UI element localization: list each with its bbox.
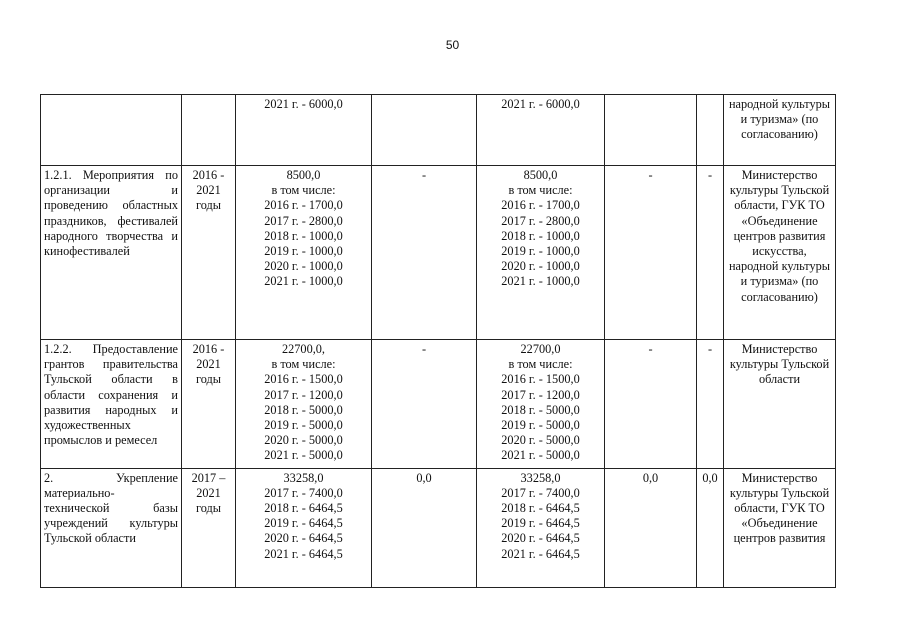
other-sources-cell	[697, 95, 724, 166]
funding-line: 2021 г. - 5000,0	[264, 448, 343, 463]
funding-line: 2019 г. - 5000,0	[501, 418, 580, 433]
regional-budget-cell	[477, 468, 605, 587]
table-row	[41, 95, 836, 166]
regional-budget-cell	[477, 166, 605, 340]
funding-line: 2017 г. - 7400,0	[264, 485, 343, 500]
regional-budget-cell	[477, 95, 605, 166]
municipal-budget-text: -	[648, 168, 653, 182]
funding-line: 2020 г. - 5000,0	[501, 433, 580, 448]
period-text: 2017 – 2021 годы	[191, 470, 226, 516]
federal-budget-cell	[372, 95, 477, 166]
activity-name-text: 1.2.1. Мероприятия по организации и проведению областных праздников, фестивалей народного творчества и кинофестивалей	[44, 168, 178, 259]
period-cell	[182, 340, 236, 469]
federal-budget-text: -	[421, 342, 427, 356]
funding-line: 2016 г. - 1700,0	[264, 198, 343, 213]
activity-name-cell	[41, 340, 182, 469]
period-text: 2016 - 2021 годы	[192, 168, 225, 213]
funding-line: 2021 г. - 6464,5	[264, 546, 343, 561]
period-cell	[182, 468, 236, 587]
funding-line: 2018 г. - 5000,0	[264, 402, 343, 417]
funding-line: 2017 г. - 1200,0	[501, 387, 580, 402]
activity-name-text: 1.2.2. Предоставление грантов правительства Тульской области в области сохранения и развития народных и художественных промыслов и ремесел	[44, 342, 178, 448]
total-funding-cell	[236, 468, 372, 587]
funding-line: 33258,0	[283, 470, 324, 485]
activity-name-cell	[41, 95, 182, 166]
funding-line: 2020 г. - 1000,0	[501, 259, 580, 274]
period-cell	[182, 166, 236, 340]
funding-line: 2018 г. - 1000,0	[264, 228, 343, 243]
funding-line: 2021 г. - 5000,0	[501, 448, 580, 463]
period-text: 2016 - 2021 годы	[192, 342, 225, 387]
period-cell	[182, 95, 236, 166]
funding-line: в том числе:	[271, 357, 336, 372]
funding-line: 2019 г. - 5000,0	[264, 418, 343, 433]
funding-line: 2020 г. - 6464,5	[264, 531, 343, 546]
executor-cell	[724, 468, 836, 587]
funding-line: 22700,0	[520, 342, 561, 356]
funding-line: 2021 г. - 6000,0	[501, 97, 580, 111]
funding-line: 2019 г. - 6464,5	[264, 516, 343, 531]
funding-line: в том числе:	[271, 183, 336, 198]
funding-line: 2017 г. - 2800,0	[264, 213, 343, 228]
table-row	[41, 468, 836, 587]
other-sources-cell	[697, 166, 724, 340]
program-activities-table	[40, 94, 836, 588]
municipal-budget-cell	[605, 166, 697, 340]
executor-text: народной культуры и туризма» (по согласованию)	[728, 97, 831, 142]
executor-cell	[724, 166, 836, 340]
funding-line: 2021 г. - 1000,0	[264, 274, 343, 289]
funding-line: 8500,0	[286, 168, 321, 182]
federal-budget-text: -	[421, 168, 427, 182]
total-funding-cell	[236, 166, 372, 340]
table-row	[41, 166, 836, 340]
federal-budget-cell	[372, 340, 477, 469]
funding-line: 2020 г. - 5000,0	[264, 433, 343, 448]
funding-line: 2018 г. - 1000,0	[501, 228, 580, 243]
funding-line: 33258,0	[520, 470, 561, 485]
executor-text: Министерство культуры Тульской области, ГУК ТО «Объединение центров развития искусства, народной культуры и туризма» (по согласованию)	[728, 168, 831, 304]
funding-line: 2016 г. - 1700,0	[501, 198, 580, 213]
municipal-budget-cell	[605, 468, 697, 587]
other-sources-text: 0,0	[702, 470, 718, 485]
funding-line: 2016 г. - 1500,0	[501, 372, 580, 387]
other-sources-cell	[697, 340, 724, 469]
funding-line: в том числе:	[508, 357, 573, 372]
funding-line: 2017 г. - 1200,0	[264, 387, 343, 402]
municipal-budget-cell	[605, 340, 697, 469]
funding-line: 8500,0	[523, 168, 558, 182]
funding-line: 2019 г. - 1000,0	[501, 244, 580, 259]
regional-budget-cell	[477, 340, 605, 469]
funding-line: 2020 г. - 1000,0	[264, 259, 343, 274]
executor-cell	[724, 340, 836, 469]
page-number: 50	[445, 38, 460, 52]
table-row	[41, 340, 836, 469]
total-funding-cell	[236, 340, 372, 469]
funding-line: 2017 г. - 7400,0	[501, 485, 580, 500]
federal-budget-cell	[372, 166, 477, 340]
executor-text: Министерство культуры Тульской области	[729, 342, 830, 387]
municipal-budget-text: 0,0	[642, 470, 659, 485]
funding-line: 2017 г. - 2800,0	[501, 213, 580, 228]
total-funding-cell	[236, 95, 372, 166]
funding-line: 2021 г. - 6000,0	[264, 97, 343, 111]
municipal-budget-text: -	[648, 342, 653, 356]
activity-name-cell	[41, 468, 182, 587]
funding-line: 2019 г. - 1000,0	[264, 244, 343, 259]
other-sources-text: -	[707, 342, 713, 356]
funding-line: 2018 г. - 6464,5	[264, 501, 343, 516]
funding-line: 2021 г. - 6464,5	[501, 546, 580, 561]
municipal-budget-cell	[605, 95, 697, 166]
executor-text: Министерство культуры Тульской области, ГУК ТО «Объединение центров развития	[729, 470, 830, 546]
funding-line: 22700,0,	[281, 342, 326, 356]
funding-line: в том числе:	[508, 183, 573, 198]
funding-line: 2021 г. - 1000,0	[501, 274, 580, 289]
funding-line: 2018 г. - 5000,0	[501, 402, 580, 417]
funding-line: 2019 г. - 6464,5	[501, 516, 580, 531]
other-sources-cell	[697, 468, 724, 587]
funding-line: 2020 г. - 6464,5	[501, 531, 580, 546]
federal-budget-cell	[372, 468, 477, 587]
executor-cell	[724, 95, 836, 166]
activity-name-text: 2. Укрепление материально-технической базы учреждений культуры Тульской области	[44, 470, 178, 546]
federal-budget-text: 0,0	[416, 470, 432, 485]
table-body	[41, 95, 836, 588]
activity-name-cell	[41, 166, 182, 340]
funding-line: 2016 г. - 1500,0	[264, 372, 343, 387]
funding-line: 2018 г. - 6464,5	[501, 501, 580, 516]
other-sources-text: -	[707, 168, 713, 182]
